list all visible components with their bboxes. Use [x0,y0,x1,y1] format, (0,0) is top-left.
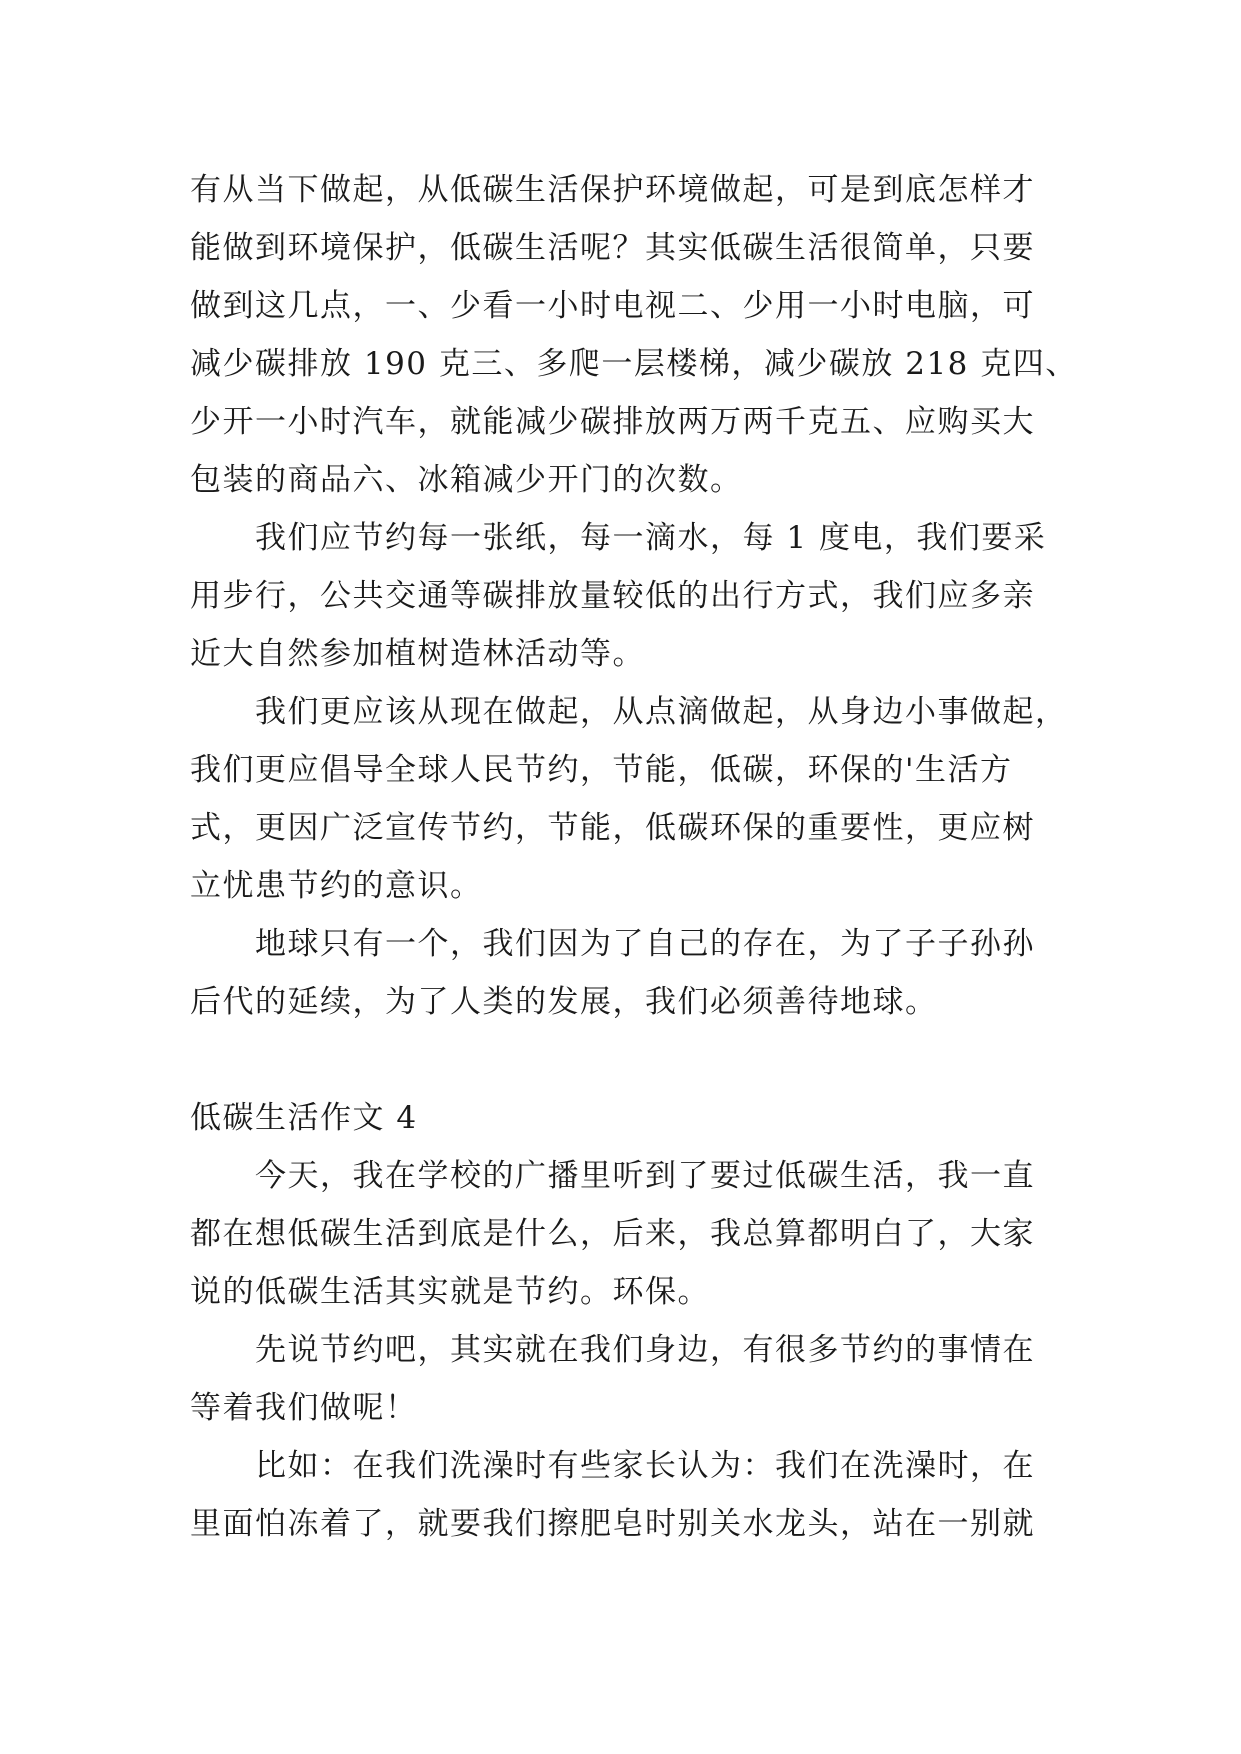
text-line: 用步行，公共交通等碳排放量较低的出行方式，我们应多亲 [190,578,1035,614]
text-line: 近大自然参加植树造林活动等。 [190,636,645,672]
text-line: 都在想低碳生活到底是什么，后来，我总算都明白了，大家 [190,1216,1035,1252]
text-line: 等着我们做呢！ [190,1390,418,1426]
paragraph-start-line: 我们应节约每一张纸，每一滴水，每 1 度电，我们要采 [255,520,1047,556]
text-line: 我们更应倡导全球人民节约，节能，低碳，环保的'生活方 [190,752,1013,788]
text-line: 后代的延续，为了人类的发展，我们必须善待地球。 [190,984,938,1020]
section-heading: 低碳生活作文 4 [190,1100,418,1136]
paragraph-start-line: 地球只有一个，我们因为了自己的存在，为了子子孙孙 [255,926,1035,962]
paragraph-start-line: 今天，我在学校的广播里听到了要过低碳生活，我一直 [255,1158,1035,1194]
paragraph-start-line: 比如：在我们洗澡时有些家长认为：我们在洗澡时，在 [255,1448,1035,1484]
text-line: 少开一小时汽车，就能减少碳排放两万两千克五、应购买大 [190,404,1035,440]
text-line: 包装的商品六、冰箱减少开门的次数。 [190,462,743,498]
paragraph-start-line: 先说节约吧，其实就在我们身边，有很多节约的事情在 [255,1332,1035,1368]
paragraph-start-line: 我们更应该从现在做起，从点滴做起，从身边小事做起， [255,694,1068,730]
text-line: 立忧患节约的意识。 [190,868,483,904]
text-line: 说的低碳生活其实就是节约。环保。 [190,1274,710,1310]
text-line: 减少碳排放 190 克三、多爬一层楼梯，减少碳放 218 克四、 [190,346,1078,382]
text-line: 做到这几点，一、少看一小时电视二、少用一小时电脑，可 [190,288,1035,324]
text-line: 有从当下做起，从低碳生活保护环境做起，可是到底怎样才 [190,172,1035,208]
text-line: 式，更因广泛宣传节约，节能，低碳环保的重要性，更应树 [190,810,1035,846]
text-line: 里面怕冻着了，就要我们擦肥皂时别关水龙头，站在一别就 [190,1506,1035,1542]
text-line: 能做到环境保护，低碳生活呢？其实低碳生活很简单，只要 [190,230,1035,266]
